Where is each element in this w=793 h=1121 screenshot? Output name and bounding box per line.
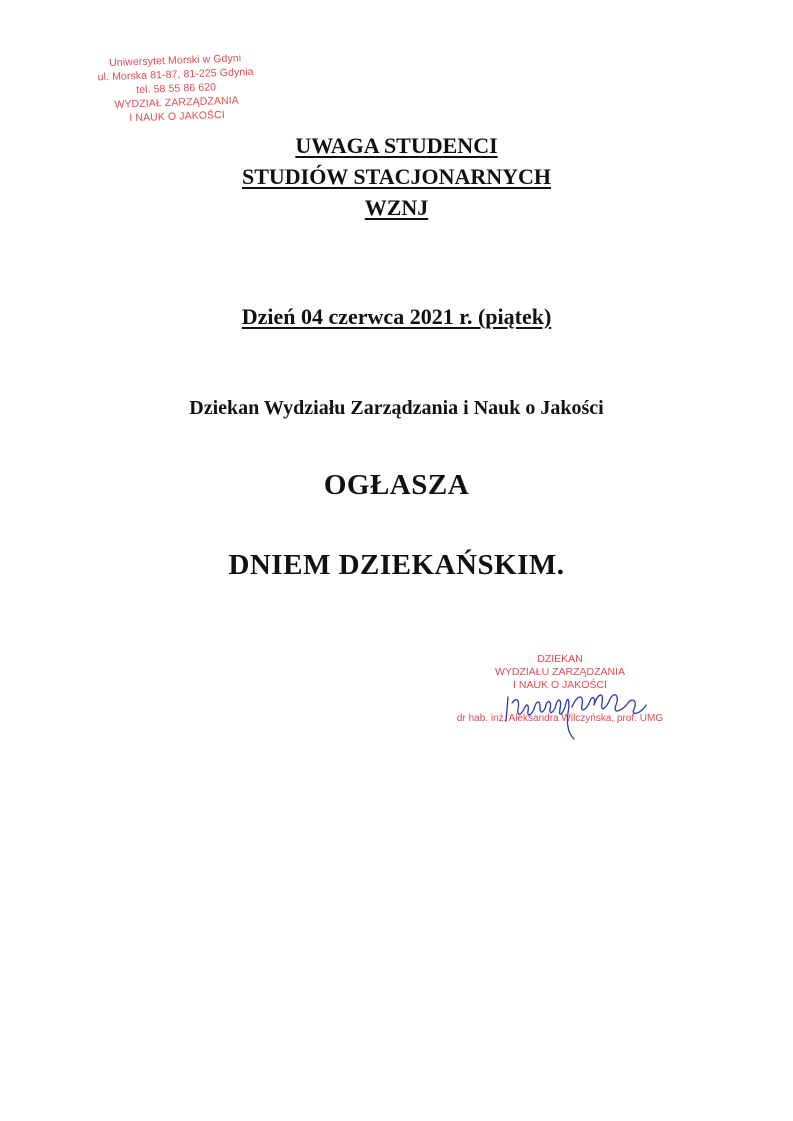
heading-line-1: UWAGA STUDENCI [295, 133, 498, 158]
dean-announcement-line: Dziekan Wydziału Zarządzania i Nauk o Jakości [189, 397, 604, 419]
stamp-line: Uniwersytet Morski w Gdyni [108, 52, 242, 69]
heading-line-2: STUDIÓW STACJONARNYCH [241, 164, 552, 189]
announce-text: OGŁASZA [323, 469, 470, 501]
handwritten-signature [498, 683, 648, 743]
university-stamp [80, 50, 272, 127]
heading-line-3: WZNJ [364, 195, 429, 220]
stamp-line: WYDZIAŁ ZARZĄDZANIA [114, 94, 240, 111]
stamp-line: I NAUK O JAKOŚCI [129, 108, 226, 125]
stamp-line: tel. 58 55 86 620 [136, 81, 217, 97]
dean-stamp-line: I NAUK O JAKOŚCI [513, 679, 607, 691]
stamp-line: ul. Morska 81-87, 81-225 Gdynia [97, 65, 254, 84]
dean-stamp-line: WYDZIAŁU ZARZĄDZANIA [494, 666, 626, 678]
date-line [0, 304, 793, 330]
dean-stamp-line: DZIEKAN [537, 653, 583, 665]
notice-heading [0, 130, 793, 223]
day-off-text: DNIEM DZIEKAŃSKIM. [228, 549, 565, 581]
dean-name: dr hab. inż. Aleksandra Wilczyńska, prof. UMG [456, 713, 664, 724]
date-text: Dzień 04 czerwca 2021 r. (piątek) [241, 304, 552, 329]
